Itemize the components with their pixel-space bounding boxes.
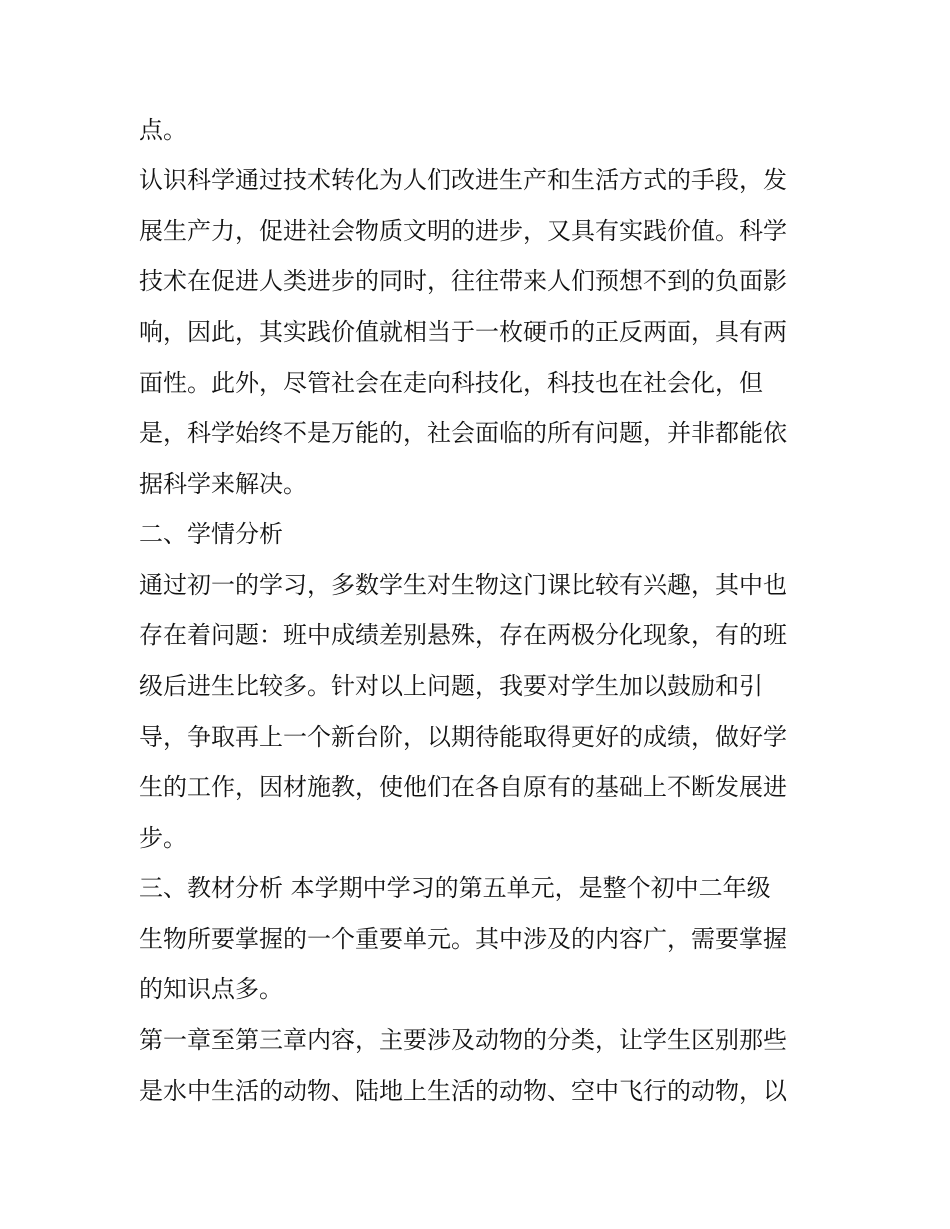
text-line: 的知识点多。 — [139, 975, 283, 1003]
text-line: 技术在促进人类进步的同时，往往带来人们预想不到的负面影 — [139, 267, 787, 295]
text-line: 存在着问题：班中成绩差别悬殊，存在两极分化现象，有的班 — [139, 621, 787, 649]
text-line: 响，因此，其实践价值就相当于一枚硬币的正反两面，具有两 — [139, 318, 787, 346]
text-line: 生的工作，因材施教，使他们在各自原有的基础上不断发展进 — [139, 773, 787, 801]
text-line: 生物所要掌握的一个重要单元。其中涉及的内容广，需要掌握 — [139, 925, 787, 953]
text-line: 展生产力，促进社会物质文明的进步，又具有实践价值。科学 — [139, 217, 787, 245]
text-line: 是水中生活的动物、陆地上生活的动物、空中飞行的动物，以 — [139, 1077, 787, 1105]
text-line: 第一章至第三章内容，主要涉及动物的分类，让学生区别那些 — [139, 1026, 787, 1054]
text-line: 级后进生比较多。针对以上问题，我要对学生加以鼓励和引 — [139, 672, 763, 700]
text-line: 面性。此外，尽管社会在走向科技化，科技也在社会化，但 — [139, 369, 763, 397]
text-line: 步。 — [139, 824, 187, 852]
text-line: 点。 — [139, 116, 187, 144]
text-line: 是，科学始终不是万能的，社会面临的所有问题，并非都能依 — [139, 419, 787, 447]
text-line: 认识科学通过技术转化为人们改进生产和生活方式的手段，发 — [139, 166, 787, 194]
text-line: 通过初一的学习，多数学生对生物这门课比较有兴趣，其中也 — [139, 571, 787, 599]
section-heading: 二、学情分析 — [139, 520, 283, 548]
text-line: 据科学来解决。 — [139, 470, 307, 498]
text-line: 导，争取再上一个新台阶，以期待能取得更好的成绩，做好学 — [139, 723, 787, 751]
section-heading: 三、教材分析 本学期中学习的第五单元，是整个初中二年级 — [139, 874, 771, 902]
